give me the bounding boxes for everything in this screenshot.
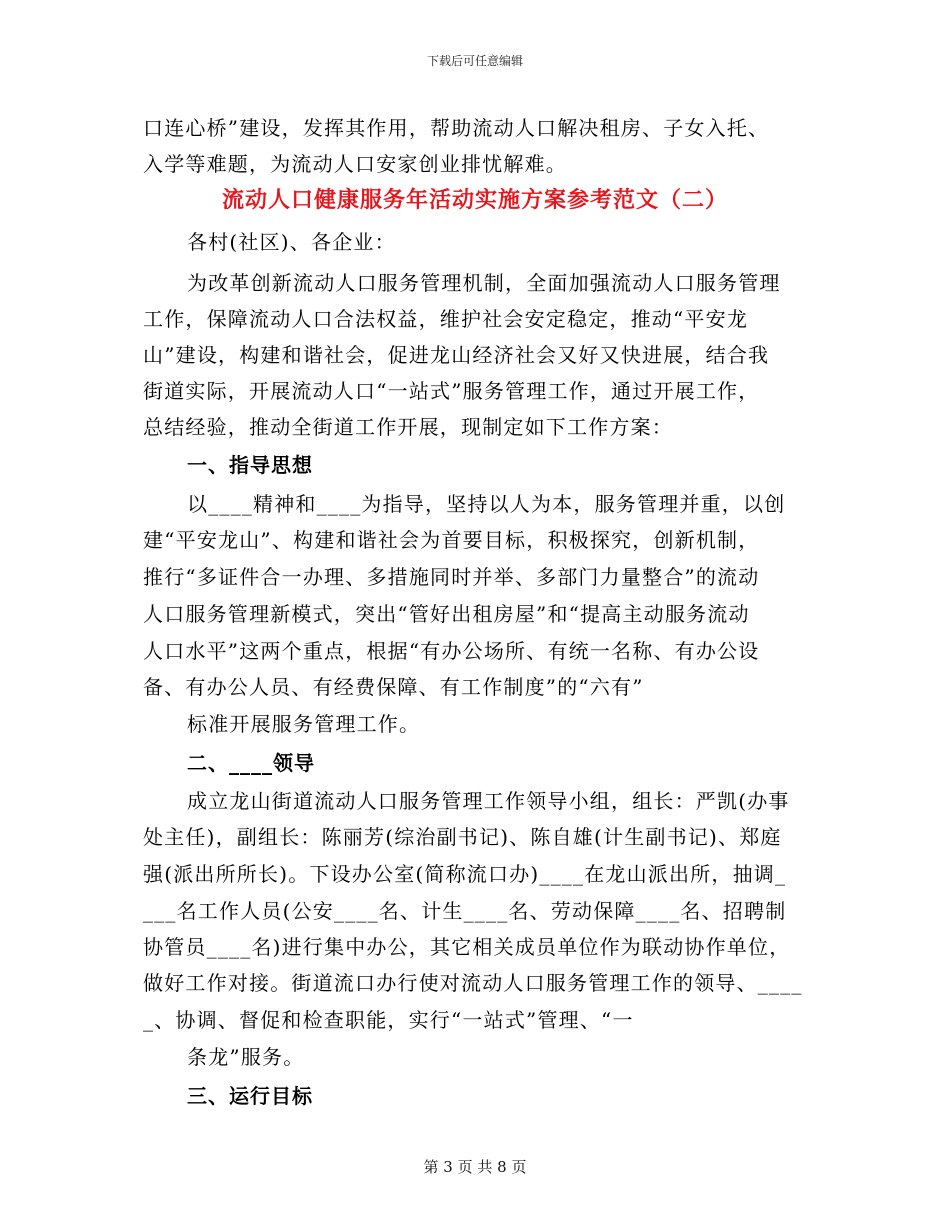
body-line: 口连心桥”建设，发挥其作用，帮助流动人口解决租房、子女入托、 [143, 116, 770, 140]
section2-line: _、协调、督促和检查职能，实行“一站式”管理、“一 [143, 1008, 634, 1032]
document-title: 流动人口健康服务年活动实施方案参考范文（二） [221, 188, 728, 213]
intro-line: 街道实际，开展流动人口“一站式”服务管理工作，通过开展工作， [143, 379, 760, 403]
section1-line: 备、有办公人员、有经费保障、有工作制度”的“六有” [143, 675, 644, 699]
section-heading: 三、运行目标 [187, 1084, 313, 1108]
section2-line: 做好工作对接。街道流口办行使对流动人口服务管理工作的领导、____ [143, 971, 803, 995]
section-heading: 一、指导思想 [187, 453, 313, 477]
section1-line: 以____精神和____为指导，坚持以人为本，服务管理并重，以创 [187, 492, 786, 516]
section1-line: 人口服务管理新模式，突出“管好出租房屋”和“提高主动服务流动 [143, 602, 750, 626]
section2-tail: 条龙”服务。 [187, 1045, 305, 1069]
section1-tail: 标准开展服务管理工作。 [187, 712, 421, 736]
section1-line: 人口水平”这两个重点，根据“有办公场所、有统一名称、有办公设 [143, 639, 760, 663]
body-line: 入学等难题，为流动人口安家创业排忧解难。 [143, 152, 567, 176]
intro-line: 为改革创新流动人口服务管理机制，全面加强流动人口服务管理 [187, 271, 781, 295]
section1-line: 建“平安龙山”、构建和谐社会为首要目标，积极探究，创新机制， [143, 528, 760, 552]
section2-line: 处主任)，副组长：陈丽芳(综治副书记)、陈自雄(计生副书记)、郑庭 [143, 825, 782, 849]
intro-line: 山”建设，构建和谐社会，促进龙山经济社会又好又快进展，结合我 [143, 343, 770, 367]
salutation: 各村(社区)、各企业： [187, 230, 396, 254]
section2-line: 强(派出所所长)。下设办公室(简称流口办)____在龙山派出所，抽调_ [143, 862, 787, 886]
intro-line: 总结经验，推动全街道工作开展，现制定如下工作方案： [143, 415, 673, 439]
section2-line: 成立龙山街道流动人口服务管理工作领导小组，组长：严凯(办事 [187, 789, 790, 813]
section2-line: 协管员____名)进行集中办公，其它相关成员单位作为联动协作单位， [143, 935, 791, 959]
page-footer: 第 3 页 共 8 页 [423, 1158, 527, 1176]
intro-line: 工作，保障流动人口合法权益，维护社会安定稳定，推动“平安龙 [143, 307, 749, 331]
section-heading: 二、____领导 [187, 751, 315, 775]
section1-line: 推行“多证件合一办理、多措施同时并举、多部门力量整合”的流动 [143, 565, 760, 589]
page-header: 下载后可任意编辑 [426, 54, 523, 68]
section2-line: ___名工作人员(公安____名、计生____名、劳动保障____名、招聘制 [143, 899, 787, 923]
